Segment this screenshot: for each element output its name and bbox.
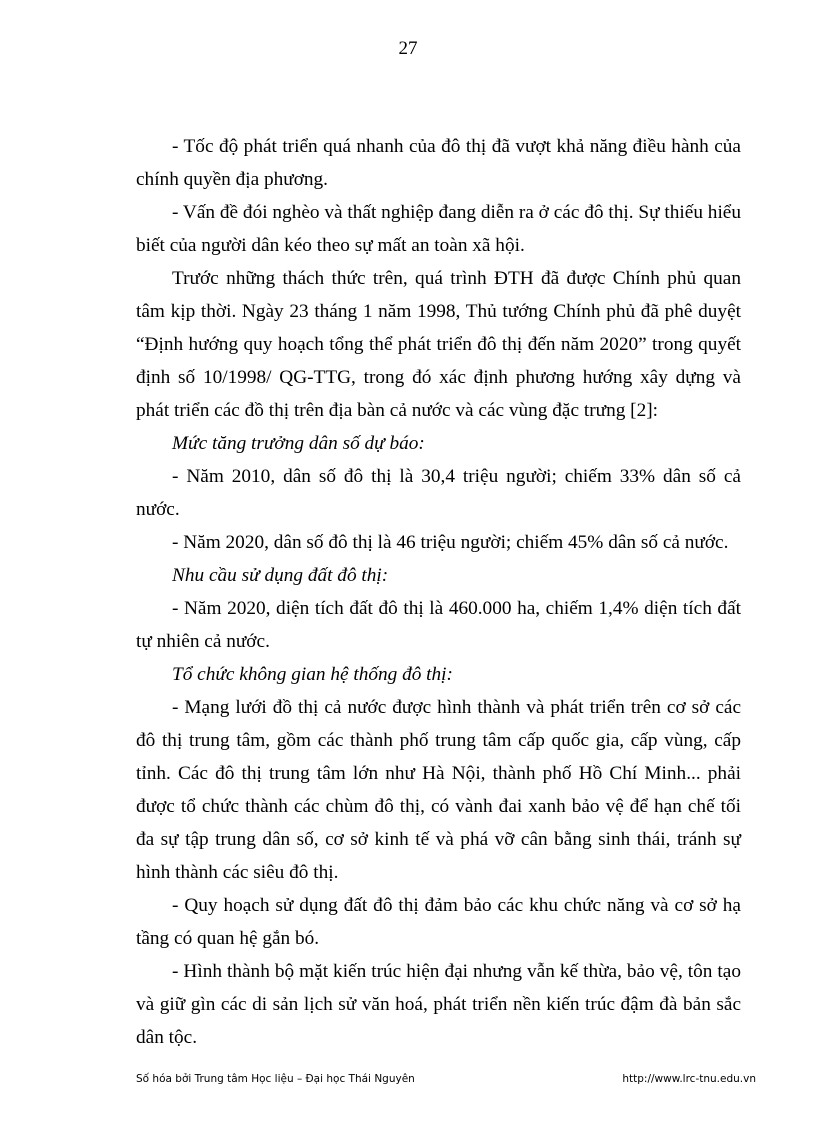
subheading-population-growth: Mức tăng trưởng dân số dự báo: (172, 433, 425, 454)
paragraph-urban-network: - Mạng lưới đồ thị cả nước được hình thành và phát triển trên cơ sở các đô thị trung tâm, gồm các thành phố trung tâm cấp quốc gia, cấp vùng, cấp tỉnh. Các đô thị trung tâm lớn như Hà Nội, thành phố Hồ Chí Minh... phải được tổ chức thành các chùm đô thị, có vành đai xanh bảo vệ để hạn chế tối đa sự tập trung dân số, cơ sở kinh tế và phá vỡ cân bằng sinh thái, tránh sự hình thành các siêu đô thị. (136, 697, 741, 883)
paragraph-land-area-2020: - Năm 2020, diện tích đất đô thị là 460.000 ha, chiếm 1,4% diện tích đất tự nhiên cả nước. (136, 598, 741, 652)
paragraph-poverty-unemployment: - Vấn đề đói nghèo và thất nghiệp đang diễn ra ở các đô thị. Sự thiếu hiểu biết của người dân kéo theo sự mất an toàn xã hội. (136, 202, 741, 256)
paragraph-land-use-planning: - Quy hoạch sử dụng đất đô thị đảm bảo các khu chức năng và cơ sở hạ tầng có quan hệ gắn bó. (136, 895, 741, 949)
paragraph-population-2020: - Năm 2020, dân số đô thị là 46 triệu người; chiếm 45% dân số cả nước. (172, 532, 729, 553)
footer-attribution: Số hóa bởi Trung tâm Học liệu – Đại học Thái Nguyên (136, 1073, 415, 1085)
paragraph-architecture: - Hình thành bộ mặt kiến trúc hiện đại nhưng vẫn kế thừa, bảo vệ, tôn tạo và giữ gìn các di sản lịch sử văn hoá, phát triển nền kiến trúc đậm đà bản sắc dân tộc. (136, 961, 741, 1048)
footer-url: http://www.lrc-tnu.edu.vn (622, 1073, 756, 1085)
subheading-spatial-organization: Tổ chức không gian hệ thống đô thị: (172, 664, 453, 685)
paragraph-government-decision: Trước những thách thức trên, quá trình ĐTH đã được Chính phủ quan tâm kịp thời. Ngày 23 tháng 1 năm 1998, Thủ tướng Chính phủ đã phê duyệt “Định hướng quy hoạch tổng thể phát triển đô thị đến năm 2020” trong quyết định số 10/1998/ QG-TTG, trong đó xác định phương hướng xây dựng và phát triển các đồ thị trên địa bàn cả nước và các vùng đặc trưng [2]: (136, 268, 741, 421)
paragraph-population-2010: - Năm 2010, dân số đô thị là 30,4 triệu người; chiếm 33% dân số cả nước. (136, 466, 741, 520)
document-body (136, 130, 741, 1054)
page-number: 27 (398, 38, 418, 59)
paragraph-urban-growth-speed: - Tốc độ phát triển quá nhanh của đô thị đã vượt khả năng điều hành của chính quyền địa phương. (136, 136, 741, 190)
subheading-land-use: Nhu cầu sử dụng đất đô thị: (172, 565, 389, 586)
